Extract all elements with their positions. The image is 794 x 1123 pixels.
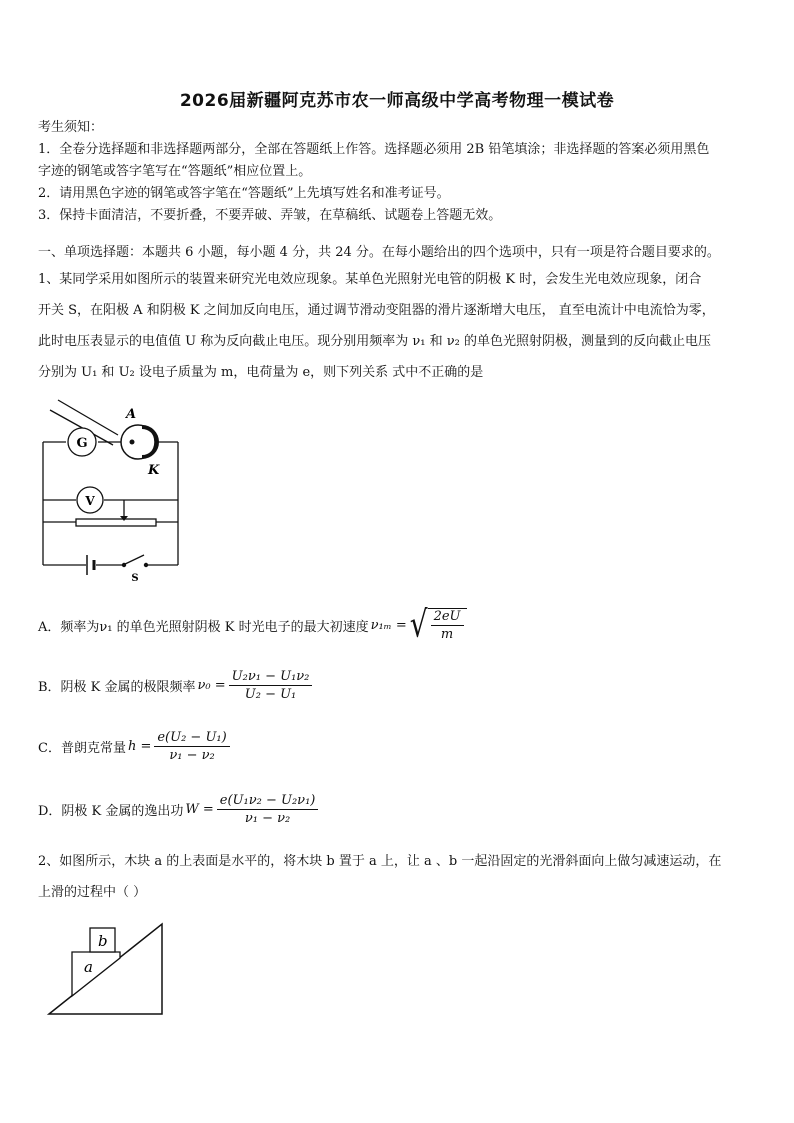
option-a-text: A．频率为ν₁ 的单色光照射阴极 K 时光电子的最大初速度 [38, 619, 369, 635]
question-line: 上滑的过程中（ ） [38, 885, 147, 900]
option-a [38, 602, 467, 646]
notice-item: 字迹的钢笔或答字笔写在“答题纸”相应位置上。 [38, 164, 312, 179]
option-d-lhs: W = [185, 802, 214, 817]
notice-heading: 考生须知： [38, 120, 104, 135]
option-a-denominator: m [440, 627, 454, 642]
option-b [38, 669, 315, 702]
option-d-text: D．阴极 K 金属的逸出功 [38, 804, 184, 819]
section-heading: 一、单项选择题：本题共 6 小题，每小题 4 分，共 24 分。在每小题给出的四个选项中，只有一项是符合题目要求的。 [38, 245, 720, 260]
option-b-denominator: U₂ − U₁ [244, 687, 297, 702]
option-a-numerator: 2eU [431, 609, 464, 626]
question-line: 2、如图所示，木块 a 的上表面是水平的，将木块 b 置于 a 上，让 a 、b 一起沿固定的光滑斜面向上做匀减速运动，在 [38, 854, 722, 869]
option-c-denominator: ν₁ − ν₂ [169, 748, 215, 763]
option-c-numerator: e(U₂ − U₁) [154, 730, 229, 747]
option-d-denominator: ν₁ − ν₂ [244, 811, 291, 826]
option-c-lhs: h = [127, 739, 152, 754]
incline-blocks-figure [44, 918, 169, 1018]
photoelectric-circuit-figure [38, 395, 188, 590]
question-line: 1、某同学采用如图所示的装置来研究光电效应现象。某单色光照射光电管的阴极 K 时，会发生光电效应现象，闭合 [38, 272, 702, 287]
notice-item: 1．全卷分选择题和非选择题两部分，全部在答题纸上作答。选择题必须用 2B 铅笔填涂；非选择题的答案必须用黑色 [38, 142, 710, 157]
option-b-numerator: U₂ν₁ − U₁ν₂ [229, 669, 313, 686]
notice [38, 118, 709, 226]
block-a-shape [72, 952, 120, 996]
voltmeter-label: V [85, 494, 95, 508]
galvanometer-label: G [76, 436, 88, 451]
option-d-numerator: e(U₁ν₂ − U₂ν₁) [217, 793, 319, 810]
option-d-formula [217, 793, 319, 826]
block-a-label: a [84, 958, 93, 976]
option-b-formula [229, 669, 313, 702]
option-c-text: C．普朗克常量 [38, 741, 126, 756]
cathode-label: K [148, 463, 160, 478]
question-line: 此时电压表显示的电值值 U 称为反向截止电压。现分别用频率为 ν₁ 和 ν₂ 的单色光照射阴极，测量到的反向截止电压 [38, 334, 711, 349]
anode-label: A [126, 407, 137, 422]
notice-item: 3．保持卡面清洁，不要折叠，不要弄破、弄皱，在草稿纸、试题卷上答题无效。 [38, 208, 502, 223]
option-b-lhs: ν₀ = [197, 678, 226, 693]
option-d [38, 793, 321, 826]
notice-item: 2．请用黑色字迹的钢笔或答字笔在“答题纸”上先填写姓名和准考证号。 [38, 186, 450, 201]
question-1-stem [38, 264, 715, 388]
option-b-text: B．阴极 K 金属的极限频率 [38, 680, 196, 695]
option-a-lhs: ν₁ₘ = [370, 617, 407, 633]
block-b-label: b [98, 932, 108, 950]
question-2-stem [38, 846, 721, 908]
option-c-formula [154, 730, 229, 763]
question-line: 开关 S，在阳极 A 和阴极 K 之间加反向电压，通过调节滑动变阻器的滑片逐渐增大电压， 直至电流计中电流恰为零， [38, 303, 715, 318]
switch-label: S [131, 573, 139, 584]
question-line: 分别为 U₁ 和 U₂ 设电子质量为 m，电荷量为 e，则下列关系 式中不正确的是 [38, 365, 484, 380]
option-a-formula: √ $\frac{2eU}{m}$ [410, 608, 467, 642]
option-c [38, 730, 233, 763]
page-title: 2026届新疆阿克苏市农一师高级中学高考物理一模试卷 [179, 91, 615, 111]
